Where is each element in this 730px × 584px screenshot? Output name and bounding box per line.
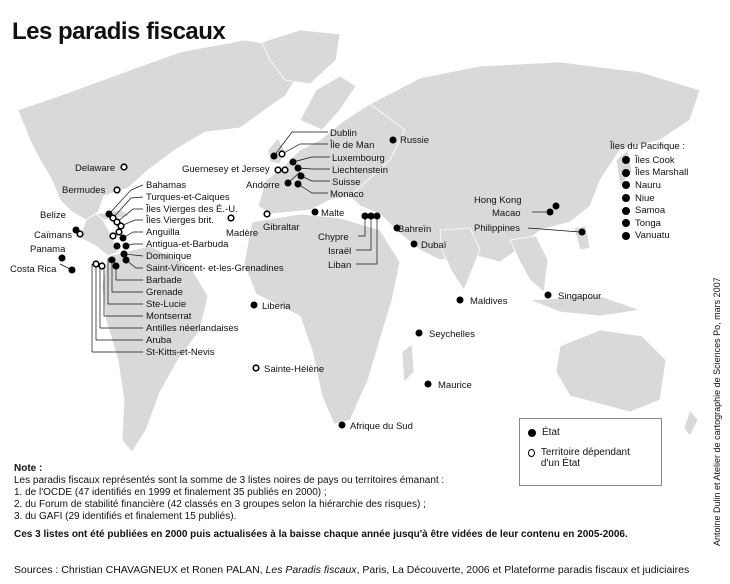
territory-ring-icon — [528, 449, 535, 457]
state-dot-icon — [622, 219, 630, 227]
pacific-item — [610, 192, 688, 205]
label-ste-lucie: Ste-Lucie — [146, 299, 187, 310]
label-andorre: Andorre — [246, 180, 280, 191]
label-afrique-du-sud: Afrique du Sud — [350, 421, 413, 432]
state-dot-icon — [622, 181, 630, 189]
label-delaware: Delaware — [75, 163, 116, 174]
luxembourg-marker — [290, 159, 297, 166]
monaco-marker — [295, 181, 302, 188]
label-bahrein: Bahreïn — [398, 224, 432, 235]
delaware-marker — [121, 164, 127, 170]
label-liberia: Liberia — [262, 301, 291, 312]
label-liechtenstein: Liechtenstein — [332, 165, 388, 176]
pacific-list-title: Îles du Pacifique : — [610, 141, 685, 152]
sources-suffix: , Paris, La Découverte, 2006 et Plateforme paradis fiscaux et judiciaires — [356, 564, 690, 576]
label-monaco: Monaco — [330, 189, 364, 200]
land-masses — [18, 30, 700, 452]
label-dominique: Dominique — [146, 251, 192, 262]
note-item: 2. du Forum de stabilité financière (42 classés en 3 groupes selon la hiérarchie des risques) ; — [14, 499, 426, 510]
maldives-marker — [457, 297, 464, 304]
hong-kong-marker — [553, 203, 560, 210]
label-philippines: Philippines — [474, 223, 520, 234]
label-turques-caiques: Turques-et-Caiques — [146, 192, 230, 203]
pacific-item-label: Tonga — [635, 217, 661, 229]
label-anguilla: Anguilla — [146, 227, 180, 238]
liechtenstein-marker — [295, 165, 302, 172]
israel-marker — [368, 213, 375, 220]
note-item: 3. du GAFI (29 identifiés et finalement 15 publiés). — [14, 511, 237, 522]
pacific-item-label: Îles Marshall — [635, 167, 689, 179]
label-seychelles: Seychelles — [429, 329, 475, 340]
sources-book-title: Les Paradis fiscaux — [265, 564, 357, 576]
label-hong-kong: Hong Kong — [474, 195, 522, 206]
label-dublin: Dublin — [330, 128, 357, 139]
pacific-item — [610, 179, 688, 192]
label-costa-rica: Costa Rica — [10, 264, 57, 275]
pacific-item — [610, 154, 688, 167]
seychelles-marker — [416, 330, 423, 337]
antigua-marker — [120, 235, 127, 242]
pacific-islands-list — [610, 141, 688, 242]
macao-marker — [547, 209, 554, 216]
sainte-helene-marker — [253, 365, 259, 371]
panama-marker — [59, 255, 66, 262]
label-belize: Belize — [40, 210, 66, 221]
label-maldives: Maldives — [470, 296, 508, 307]
southeast-asia-landmass — [510, 236, 548, 292]
label-ile-de-man: Île de Man — [330, 140, 375, 151]
sources-prefix: Sources : Christian CHAVAGNEUX et Ronen PALAN, — [14, 564, 266, 576]
pacific-item-label: Îles Cook — [635, 154, 675, 166]
maurice-marker — [425, 381, 432, 388]
label-liban: Liban — [328, 260, 352, 271]
aruba-marker — [99, 263, 105, 269]
anguilla-marker — [110, 233, 116, 239]
jersey-marker — [282, 167, 288, 173]
label-st-kitts: St-Kitts-et-Nevis — [146, 347, 215, 358]
madere-marker — [228, 215, 234, 221]
singapour-marker — [545, 292, 552, 299]
label-malte: Malte — [321, 208, 345, 219]
ste-lucie-marker — [109, 257, 116, 264]
costa-rica-marker — [69, 267, 76, 274]
pacific-item-label: Nauru — [635, 179, 661, 191]
label-panama: Panama — [30, 244, 66, 255]
andorre-marker — [285, 180, 292, 187]
note-item: 1. de l'OCDE (47 identifiés en 1999 et finalement 35 publiés en 2000) ; — [14, 487, 327, 498]
label-guernesey-jersey: Guernesey et Jersey — [182, 164, 270, 175]
india-landmass — [440, 228, 480, 290]
label-russie: Russie — [400, 135, 430, 146]
chypre-marker — [362, 213, 369, 220]
vierges-brit-marker — [118, 223, 124, 229]
label-saint-vincent: Saint-Vincent- et-les-Grenadines — [146, 263, 284, 274]
st-kitts-marker — [114, 243, 121, 250]
pacific-item — [610, 230, 688, 243]
state-dot-icon — [622, 156, 630, 164]
state-dot-icon — [622, 169, 630, 177]
label-singapour: Singapour — [558, 291, 602, 302]
state-dot-icon — [622, 194, 630, 202]
pacific-item-label: Niue — [635, 192, 655, 204]
new-zealand-islands — [684, 410, 698, 436]
state-dot-icon — [622, 207, 630, 215]
label-aruba: Aruba — [146, 335, 172, 346]
label-luxembourg: Luxembourg — [332, 153, 385, 164]
pacific-item — [610, 204, 688, 217]
label-grenade: Grenade — [146, 287, 183, 298]
state-dot-icon — [528, 429, 536, 437]
guernesey-marker — [275, 167, 281, 173]
sources-line — [14, 564, 689, 576]
montserrat-marker — [116, 229, 122, 235]
antilles-neerl-marker — [93, 261, 99, 267]
label-chypre: Chypre — [318, 232, 349, 243]
label-madere: Madère — [226, 228, 259, 239]
madagascar-island — [402, 344, 414, 382]
africa-landmass — [244, 214, 400, 424]
grenade-marker — [113, 263, 120, 270]
state-dot-icon — [622, 232, 630, 240]
gibraltar-marker — [264, 211, 270, 217]
map-title: Les paradis fiscaux — [12, 18, 226, 45]
note-title: Note : — [14, 463, 43, 474]
label-barbade: Barbade — [146, 275, 182, 286]
pacific-item-label: Samoa — [635, 205, 666, 217]
label-israel: Israël — [328, 246, 352, 257]
label-gibraltar: Gibraltar — [263, 222, 300, 233]
legend-state-label: État — [542, 427, 560, 438]
label-caimans: Caïmans — [34, 230, 73, 241]
afrique-du-sud-marker — [339, 422, 346, 429]
dominique-marker — [123, 243, 130, 250]
label-suisse: Suisse — [332, 177, 361, 188]
label-bahamas: Bahamas — [146, 180, 187, 191]
note-summary: Ces 3 listes ont été publiées en 2000 puis actualisées à la baisse chaque année jusqu'à être vidées de leur contenu en 2005-2006. — [14, 529, 628, 540]
note-intro: Les paradis fiscaux représentés sont la somme de 3 listes noires de pays ou territoires émanant : — [14, 475, 445, 486]
philippines-marker — [579, 229, 586, 236]
malte-marker — [312, 209, 319, 216]
label-montserrat: Montserrat — [146, 311, 192, 322]
australia-landmass — [556, 330, 666, 412]
bermudes-marker — [114, 187, 120, 193]
pacific-item — [610, 167, 688, 180]
suisse-marker — [298, 173, 305, 180]
legend-row-state — [528, 427, 560, 438]
liban-marker — [374, 213, 381, 220]
label-macao: Macao — [492, 208, 521, 219]
label-maurice: Maurice — [438, 380, 472, 391]
caimans-marker — [77, 231, 83, 237]
label-vierges-brit: Îles Vierges brit. — [146, 215, 214, 226]
legend-territory-label: Territoire dépendant d'un État — [540, 447, 630, 469]
liberia-marker — [251, 302, 258, 309]
label-bermudes: Bermudes — [62, 185, 106, 196]
dubai-marker — [411, 241, 418, 248]
label-vierges-us: Îles Vierges des É.-U. — [146, 204, 238, 215]
pacific-item — [610, 217, 688, 230]
saint-vincent-marker — [121, 251, 128, 258]
barbade-marker — [123, 257, 130, 264]
dublin-marker — [271, 153, 278, 160]
label-dubai: Dubaï — [421, 240, 447, 251]
label-antilles-neerl: Antilles néerlandaises — [146, 323, 239, 334]
label-antigua: Antigua-et-Barbuda — [146, 239, 229, 250]
map-credit: Antoine Dulin et Atelier de cartographie de Sciences Po, mars 2007 — [712, 277, 722, 546]
russie-marker — [390, 137, 397, 144]
ile-de-man-marker — [279, 151, 285, 157]
note-block — [14, 463, 694, 541]
pacific-item-label: Vanuatu — [635, 230, 670, 242]
label-sainte-helene: Sainte-Hélène — [264, 364, 325, 375]
